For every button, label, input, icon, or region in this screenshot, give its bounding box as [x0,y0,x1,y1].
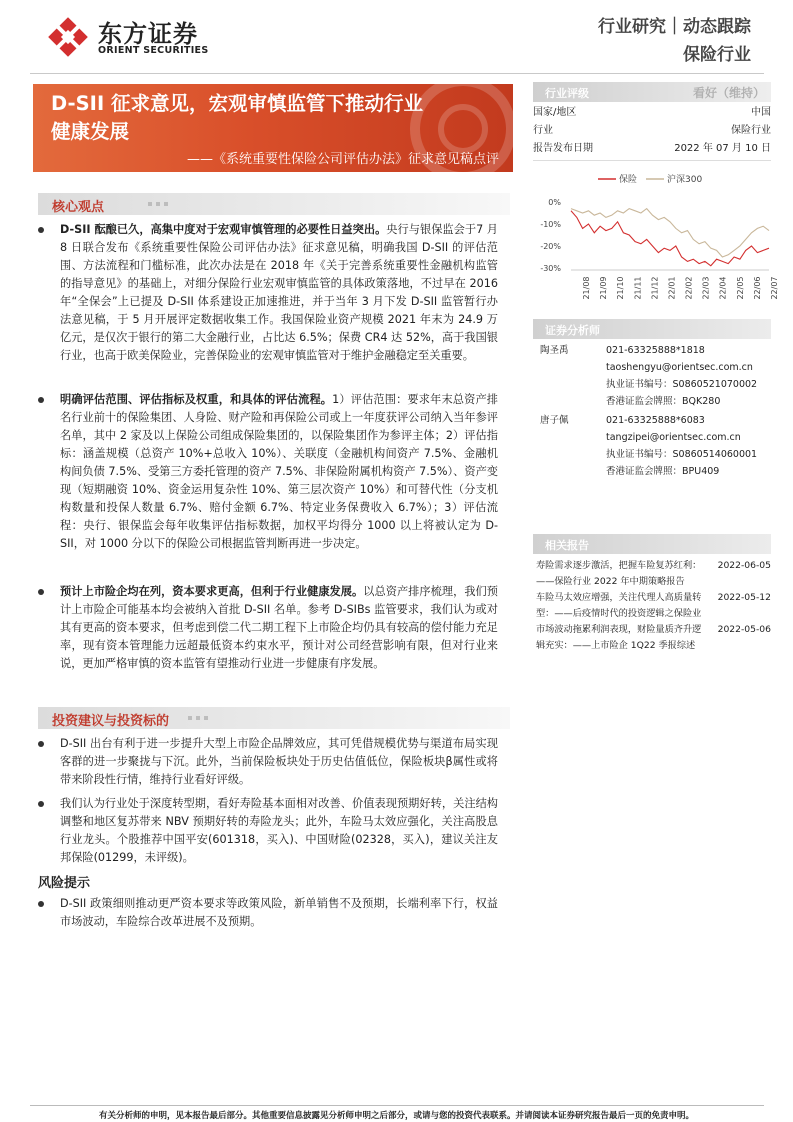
footer-disclaimer: 有关分析师的申明，见本报告最后部分。其他重要信息披露见分析师申明之后部分，或请与您的投资代表联系。并请阅读本证券研究报告最后一页的免责申明。 [98,1111,694,1121]
y-tick-label: 0% [548,198,561,207]
analyst-2-phone: 021-63325888*6083 [606,415,705,426]
x-tick-label: 21/10 [616,276,626,300]
rating-row-industry-key: 行业 [533,125,553,136]
core-point-3 [38,583,498,673]
related-report-1-date: 2022-06-05 [717,560,771,571]
legend-label-0: 保险 [619,175,638,185]
related-report-2-line1[interactable]: 车险马太效应增强，关注代理人高质量转 [536,592,702,603]
core-point-3-lead: 预计上市险企均在列，资本要求更高，但利于行业健康发展。 [60,585,364,598]
x-tick-label: 22/06 [752,276,762,300]
core-point-1-text: 央行与银保监会于7 月 8 日联合发布《系统重要性保险公司评估办法》征求意见稿，明确我国 D-SII 的评估范围、方法流程和门槛标准，此次办法是在 2018 年《关于完善系统重要性金融机构监管的指导意见》的基础上，对细分保险行业宏观审慎监管的具体政策落地，不过早在 2016 年“全保会”上已提及 D-SII 体系建设正加速推进，并于当年 3 月下发 D-SII 监管暂行办法意见稿，于 5 月开展评定数据收集工作。我国保险业资产规模 2021 年末为 24.9 万亿元，是仅次于银行的第二大金融行业，占比达 6.5%；保费 CR4 达 52%，高于我国银行业，也高于欧美保险业，完善保险业的宏观审慎监管对于维护金融稳定至关重要。 [60,223,498,362]
analyst-1-hk: 香港证监会牌照：BQK280 [606,396,721,407]
section-investment [38,707,510,729]
x-tick-label: 21/08 [582,276,591,300]
analyst-2-cert: 执业证书编号：S0860514060001 [606,449,758,460]
analyst-2-hk: 香港证监会牌照：BPU409 [606,466,720,477]
risk-point-1 [38,895,498,931]
y-tick-label: -20% [540,242,561,251]
analyst-2-email[interactable]: tangzipei@orientsec.com.cn [606,432,741,443]
related-report-2-date: 2022-05-12 [717,592,771,603]
rating-row-date-key: 报告发布日期 [533,143,593,154]
rating-row-region [533,104,771,122]
investment-point-2 [38,795,498,867]
rating-label: 行业评级 [545,87,589,100]
section-core-view-title: 核心观点 [52,200,105,215]
x-tick-label: 22/03 [701,276,711,300]
related-report-3-date: 2022-05-06 [717,624,771,635]
bullet-icon [38,801,44,807]
core-point-1 [38,221,498,365]
core-point-3-text: 以总资产排序梳理，我们预计上市险企可能基本均会被纳入首批 D-SII 名单。参考 D-SIBs 监管要求，我们认为或对其有更高的资本要求，但考虑到偿二代二期工程下上市险企均仍具有较高的偿付能力充足率，现有资本管理能力远超最低资本约束水平，预计对公司经营影响有限，但对行业来说，更加严格审慎的资本监管有望推动行业进一步健康有序发展。 [60,585,498,670]
analyst-1-phone: 021-63325888*1818 [606,345,705,356]
bullet-icon [38,741,44,747]
company-logo-icon [47,16,89,58]
related-label: 相关报告 [545,539,589,552]
y-tick-label: -10% [540,220,561,229]
rating-row-date [533,140,771,158]
x-tick-label: 22/04 [718,276,728,300]
investment-point-1-text: D-SII 出台有利于进一步提升大型上市险企品牌效应，其可凭借规模优势与渠道布局实现客群的进一步聚拢与下沉。此外，当前保险板块处于历史估值低位，保险板块β属性或将带来阶段性行情，维持行业看好评级。 [60,737,498,786]
rating-divider [533,160,771,161]
core-point-2-text: 1）评估范围：要求年末总资产排名行业前十的保险集团、人身险、财产险和再保险公司或上一年度获评公司纳入当年参评名单，其中 2 家及以上保险公司组成保险集团的，以保险集团作为参评主体；2）评估指标：涵盖规模（总资产 10%+总收入 10%）、关联度（金融机构间资产 7.5%、金融机构间负债 7.5%、受第三方委托管理的资产 7.5%、非保险附属机构资产 7.5%）、资产变现（短期融资 10%、资金运用复杂性 10%、第三层次资产 10%）和可替代性（分支机构数量和投保人数量 6.7%、赔付金额 6.7%、特定业务保费收入 6.7%）；3）评估流程：央行、银保监会每年收集评估指标数据，加权平均得分 1000 以上将被认定为 D-SII，对 1000 分以下的保险公司根据监管判断再进一步决定。 [60,393,498,550]
legend-label-1: 沪深300 [667,175,703,185]
related-report-2-line2[interactable]: 型：——后疫情时代的投资逻辑之保险业 [536,608,702,619]
related-report-3-line1[interactable]: 市场波动拖累利润表现，财险量质齐升逻 [536,624,702,635]
y-tick-label: -30% [540,264,561,273]
section-risk-title: 风险提示 [38,876,91,891]
report-title-line2: 健康发展 [51,120,130,143]
rating-value: 看好（维持） [692,86,765,100]
risk-point-1-text: D-SII 政策细则推动更严资本要求等政策风险，新单销售不及预期，长端利率下行，权益市场波动，车险综合改革进展不及预期。 [60,897,498,928]
rating-header [533,82,771,102]
core-point-2-lead: 明确评估范围、评估指标及权重，和具体的评估流程。 [60,393,333,406]
analyst-2-name: 唐子佩 [540,415,569,426]
report-title-line1: D-SII 征求意见，宏观审慎监管下推动行业 [51,92,423,115]
investment-point-1 [38,735,498,789]
analysts-label: 证券分析师 [545,324,600,337]
bullet-icon [38,227,44,233]
analyst-1-cert: 执业证书编号：S0860521070002 [606,379,758,390]
company-name-en: ORIENT SECURITIES [98,45,209,56]
related-report-1-line1[interactable]: 寿险需求逐步激活，把握车险复苏红利： [536,560,702,571]
core-point-1-lead: D-SII 酝酿已久，高集中度对于宏观审慎管理的必要性日益突出。 [60,223,387,236]
rating-row-region-value: 中国 [751,107,771,118]
bullet-icon [38,397,44,403]
title-banner [33,84,513,172]
related-header [533,534,771,554]
analyst-1-email[interactable]: taoshengyu@orientsec.com.cn [606,362,753,373]
report-industry: 保险行业 [683,45,751,65]
related-report-3-line2[interactable]: 辑充实：——上市险企 1Q22 季报综述 [536,640,696,651]
core-point-2 [38,391,498,553]
analyst-1-name: 陶圣禹 [540,345,569,356]
x-tick-label: 22/05 [735,276,745,300]
bullet-icon [38,589,44,595]
bullet-icon [38,901,44,907]
x-tick-label: 22/01 [667,276,677,300]
series-line-insurance [571,211,769,266]
rating-row-date-value: 2022 年 07 月 10 日 [674,143,771,154]
rating-row-industry-value: 保险行业 [731,125,771,136]
footer-divider [30,1105,764,1106]
x-tick-label: 22/07 [770,276,779,300]
rating-row-region-key: 国家/地区 [533,107,577,118]
report-category: 行业研究｜动态跟踪 [598,17,751,37]
report-subtitle: ——《系统重要性保险公司评估办法》征求意见稿点评 [186,152,499,167]
rating-row-industry [533,122,771,140]
section-investment-title: 投资建议与投资标的 [52,714,170,729]
performance-chart [533,168,779,308]
analysts-header [533,319,771,339]
investment-point-2-text: 我们认为行业处于深度转型期，看好寿险基本面相对改善、价值表现预期好转，关注结构调整和地区复苏带来 NBV 预期好转的寿险龙头；此外，车险马太效应强化，关注高股息行业龙头。个股推荐中国平安(601318，买入)、中国财险(02328，买入)，建议关注友邦保险(01299，未评级)。 [60,797,498,864]
x-tick-label: 22/02 [684,276,694,300]
x-tick-label: 21/12 [650,276,660,300]
x-tick-label: 21/11 [633,276,643,300]
related-report-1-line2[interactable]: ——保险行业 2022 年中期策略报告 [536,576,685,587]
company-name-cn: 东方证券 [98,20,198,48]
section-core-view [38,193,510,215]
x-tick-label: 21/09 [599,276,609,300]
